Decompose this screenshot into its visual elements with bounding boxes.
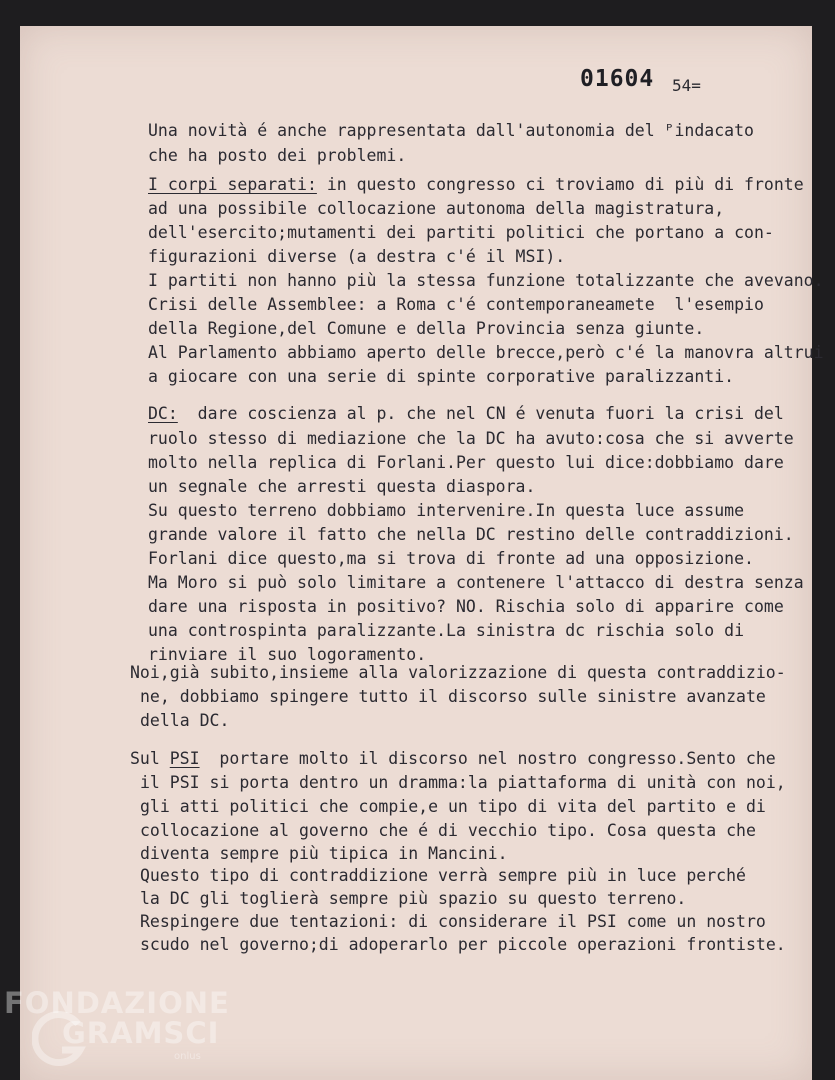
text-line: grande valore il fatto che nella DC restino delle contraddizioni. — [148, 525, 794, 544]
text-line: della DC. — [140, 711, 230, 730]
text-line: Su questo terreno dobbiamo intervenire.In questa luce assume — [148, 501, 745, 520]
text-line: Crisi delle Assemblee: a Roma c'é contemporaneamete l'esempio — [148, 295, 764, 314]
text-line: Sul PSI portare molto il discorso nel nostro congresso.Sento che — [130, 749, 776, 768]
fondazione-gramsci-watermark — [4, 986, 230, 1062]
text-line: Noi,già subito,insieme alla valorizzazione di questa contraddizio- — [130, 663, 786, 682]
text-line: ne, dobbiamo spingere tutto il discorso sulle sinistre avanzate — [140, 687, 766, 706]
watermark-suffix: onlus — [174, 1051, 201, 1062]
text-line: una controspinta paralizzante.La sinistra dc rischia solo di — [148, 621, 745, 640]
text-line: che ha posto dei problemi. — [148, 146, 407, 165]
text-line: scudo nel governo;di adoperarlo per piccole operazioni frontiste. — [140, 935, 786, 954]
gramsci-logo-icon — [32, 1010, 86, 1070]
text-line: un segnale che arresti questa diaspora. — [148, 477, 536, 496]
page-number: 54= — [672, 76, 701, 95]
text-line: gli atti politici che compie,e un tipo di vita del partito e di — [140, 797, 766, 816]
text-line: Una novità é anche rappresentata dall'autonomia del ᴾindacato — [148, 121, 754, 140]
text-line: I partiti non hanno più la stessa funzione totalizzante che avevano. — [148, 271, 824, 290]
text-line: Respingere due tentazioni: di considerare il PSI come un nostro — [140, 912, 766, 931]
archive-number: 01604 — [580, 66, 655, 92]
text-line: rinviare il suo logoramento. — [148, 645, 427, 664]
text-line: Forlani dice questo,ma si trova di fronte ad una opposizione. — [148, 549, 754, 568]
watermark-line1: FONDAZIONE — [4, 986, 230, 1020]
text-line: ad una possibile collocazione autonoma della magistratura, — [148, 199, 725, 218]
section-heading: DC: — [148, 404, 178, 423]
text-line: dare una risposta in positivo? NO. Rischia solo di apparire come — [148, 597, 784, 616]
text-line: molto nella replica di Forlani.Per questo lui dice:dobbiamo dare — [148, 453, 784, 472]
text-line: diventa sempre più tipica in Mancini. — [140, 844, 508, 863]
text-line: ruolo stesso di mediazione che la DC ha avuto:cosa che si avverte — [148, 429, 794, 448]
watermark-line2: GRAMSCI — [62, 1016, 220, 1051]
text-line: Al Parlamento abbiamo aperto delle brecce,però c'é la manovra altrui — [148, 343, 824, 362]
section-heading: PSI — [169, 749, 200, 768]
text-line: DC: dare coscienza al p. che nel CN é venuta fuori la crisi del — [148, 404, 784, 423]
text-line: I corpi separati: in questo congresso ci troviamo di più di fronte — [148, 175, 804, 194]
text-line: Questo tipo di contraddizione verrà sempre più in luce perché — [140, 866, 746, 885]
text-line: dell'esercito;mutamenti dei partiti politici che portano a con- — [148, 223, 774, 242]
text-line: della Regione,del Comune e della Provincia senza giunte. — [148, 319, 705, 338]
text-line: il PSI si porta dentro un dramma:la piattaforma di unità con noi, — [140, 773, 786, 792]
text-line: a giocare con una serie di spinte corporative paralizzanti. — [148, 367, 735, 386]
text-line: Ma Moro si può solo limitare a contenere l'attacco di destra senza — [148, 573, 804, 592]
section-heading: I corpi separati: — [148, 175, 317, 194]
text-line: figurazioni diverse (a destra c'é il MSI). — [148, 247, 566, 266]
text-line: la DC gli toglierà sempre più spazio su questo terreno. — [140, 889, 687, 908]
text-line: collocazione al governo che é di vecchio tipo. Cosa questa che — [140, 821, 756, 840]
